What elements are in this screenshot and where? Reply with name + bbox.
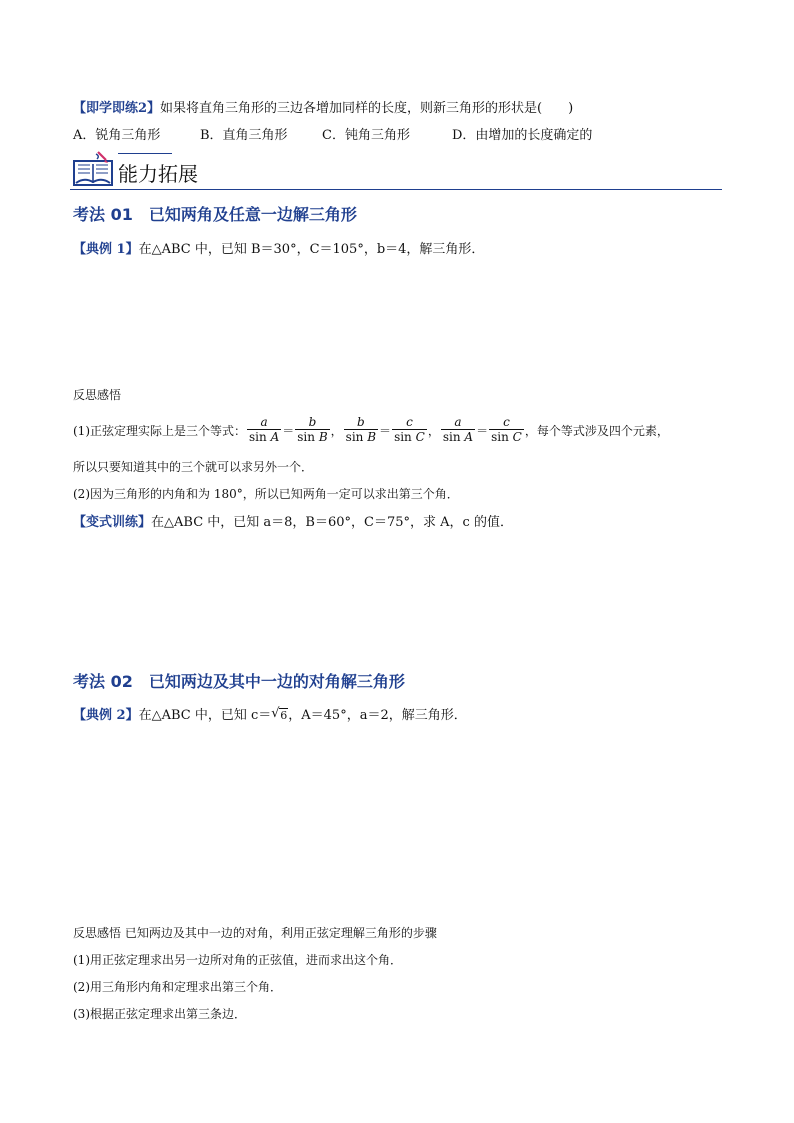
method1-title: 考法 01 已知两角及任意一边解三角形 bbox=[73, 205, 357, 224]
example1-text: 在△ABC 中，已知 B＝30°，C＝105°，b＝4，解三角形． bbox=[138, 242, 485, 257]
example2-post: ，A＝45°，a＝2，解三角形． bbox=[288, 708, 467, 723]
equals-sign: ＝ bbox=[379, 423, 392, 438]
step-3: (3)根据正弦定理求出第三条边． bbox=[73, 1007, 246, 1021]
practice-tag: 【即学即练2】 bbox=[73, 101, 161, 116]
fraction-b-sinB-2: $\frac{b}{\text{sin B}}$ bbox=[345, 415, 377, 444]
option-d: D．由增加的长度确定的 bbox=[452, 128, 593, 143]
example2-pre: 在△ABC 中，已知 c＝ bbox=[138, 708, 272, 723]
fraction-c-sinC: $\frac{c}{\text{sin C}}$ bbox=[394, 415, 425, 444]
fraction-a-sinA: $\frac{a}{\text{sin A}}$ bbox=[249, 415, 280, 444]
option-b: B．直角三角形 bbox=[200, 128, 288, 143]
fraction-b-sinB: $\frac{b}{\text{sin B}}$ bbox=[297, 415, 328, 444]
option-c: C．钝角三角形 bbox=[322, 128, 410, 143]
separator: ， bbox=[427, 423, 440, 438]
example1-line bbox=[73, 238, 484, 257]
section-title-overline bbox=[118, 153, 172, 154]
section-divider bbox=[70, 189, 722, 190]
reflect2-line bbox=[73, 924, 437, 941]
section-title: 能力拓展 bbox=[118, 162, 198, 186]
method2-title: 考法 02 已知两边及其中一边的对角解三角形 bbox=[73, 672, 405, 691]
practice-question-line bbox=[73, 97, 573, 116]
variant-line bbox=[73, 511, 513, 530]
book-icon bbox=[70, 150, 116, 190]
step-2: (2)用三角形内角和定理求出第三个角． bbox=[73, 980, 282, 994]
variant-text: 在△ABC 中，已知 a＝8，B＝60°，C＝75°，求 A，c 的值． bbox=[151, 515, 513, 530]
reflect2: (2)因为三角形的内角和为 180°，所以已知两角一定可以求出第三个角． bbox=[73, 487, 459, 501]
fraction-a-sinA-2: $\frac{a}{\text{sin A}}$ bbox=[442, 415, 474, 444]
example2-line bbox=[73, 704, 467, 723]
equals-sign: ＝ bbox=[282, 423, 295, 438]
variant-tag: 【变式训练】 bbox=[73, 515, 152, 530]
reflect1-title: 反思感悟 bbox=[73, 388, 122, 402]
equals-sign: ＝ bbox=[476, 423, 489, 438]
reflect1-line1 bbox=[73, 413, 669, 447]
practice-question: 如果将直角三角形的三边各增加同样的长度，则新三角形的形状是( ) bbox=[160, 101, 574, 116]
option-a: A．锐角三角形 bbox=[73, 128, 161, 143]
reflect2-intro: 已知两边及其中一边的对角，利用正弦定理解三角形的步骤 bbox=[124, 926, 437, 940]
reflect1-line2: 所以只要知道其中的三个就可以求另外一个． bbox=[73, 460, 314, 474]
example2-tag: 【典例 2】 bbox=[73, 708, 139, 723]
step-1: (1)用正弦定理求出另一边所对角的正弦值，进而求出这个角． bbox=[73, 953, 403, 967]
reflect2-title: 反思感悟 bbox=[73, 926, 122, 940]
example1-tag: 【典例 1】 bbox=[73, 242, 139, 257]
sqrt-symbol: √ 6 bbox=[271, 708, 288, 723]
separator: ， bbox=[330, 423, 343, 438]
reflect1-suffix: ，每个等式涉及四个元素， bbox=[524, 423, 669, 438]
fraction-c-sinC-2: $\frac{c}{\text{sin C}}$ bbox=[491, 415, 522, 444]
reflect1-prefix: (1)正弦定理实际上是三个等式： bbox=[73, 423, 246, 438]
